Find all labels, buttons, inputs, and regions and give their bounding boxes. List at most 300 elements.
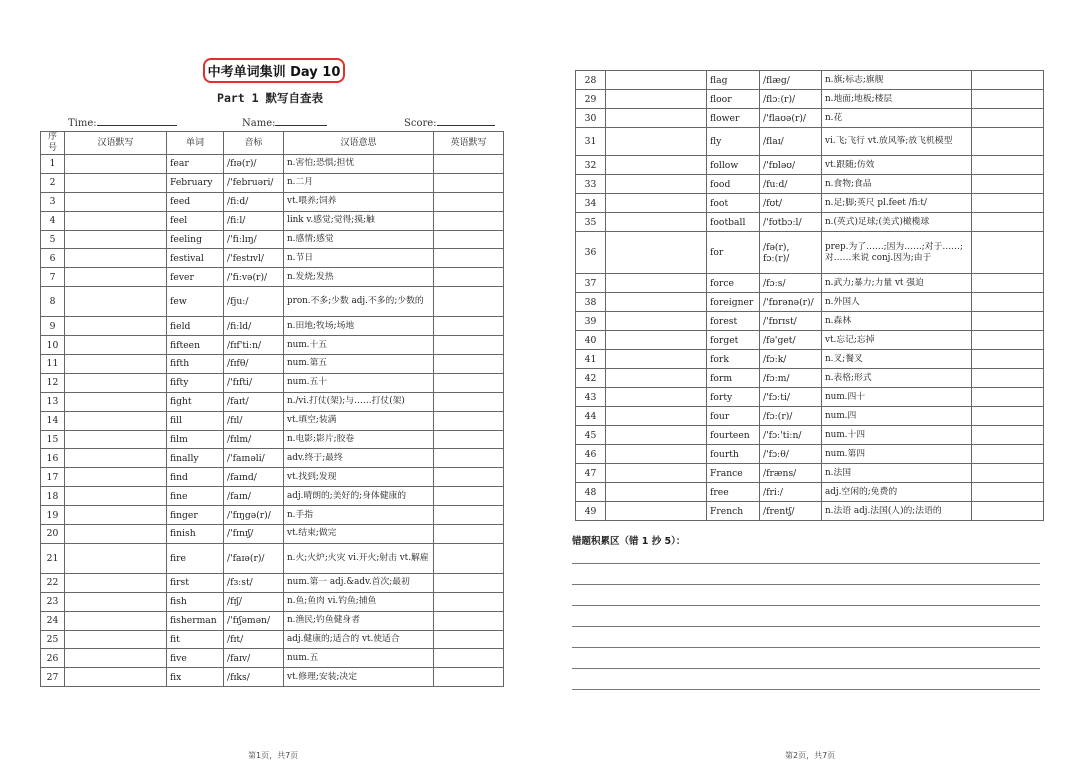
table-row: [41, 449, 504, 468]
phonetic-cell: /faɪnd/: [224, 468, 284, 487]
row-number: 38: [576, 293, 606, 312]
chinese-dictation-cell[interactable]: [606, 426, 707, 445]
word-cell: for: [707, 232, 760, 274]
table-row: [41, 392, 504, 411]
chinese-dictation-cell[interactable]: [65, 373, 167, 392]
row-number: 22: [41, 573, 65, 592]
chinese-dictation-cell[interactable]: [65, 268, 167, 287]
english-dictation-cell[interactable]: [434, 373, 504, 392]
chinese-dictation-cell[interactable]: [606, 90, 707, 109]
meaning-cell: n.火;火炉;火灾 vi.开火;射击 vt.解雇: [284, 543, 434, 573]
english-dictation-cell[interactable]: [434, 317, 504, 336]
meaning-cell: n.叉;餐叉: [822, 350, 972, 369]
word-cell: fire: [167, 543, 224, 573]
chinese-dictation-cell[interactable]: [606, 312, 707, 331]
phonetic-cell: /faɪt/: [224, 392, 284, 411]
table-row: [41, 573, 504, 592]
word-cell: France: [707, 464, 760, 483]
row-number: 9: [41, 317, 65, 336]
row-number: 30: [576, 109, 606, 128]
english-dictation-cell[interactable]: [972, 194, 1044, 213]
english-dictation-cell[interactable]: [972, 293, 1044, 312]
word-cell: February: [167, 173, 224, 192]
writing-line[interactable]: [572, 626, 1040, 627]
row-number: 23: [41, 592, 65, 611]
table-row: [41, 668, 504, 687]
english-dictation-cell[interactable]: [434, 230, 504, 249]
word-cell: fifth: [167, 355, 224, 374]
table-row: [576, 483, 1044, 502]
row-number: 20: [41, 525, 65, 544]
english-dictation-cell[interactable]: [434, 573, 504, 592]
chinese-dictation-cell[interactable]: [606, 274, 707, 293]
chinese-dictation-cell[interactable]: [65, 317, 167, 336]
chinese-dictation-cell[interactable]: [606, 369, 707, 388]
chinese-dictation-cell[interactable]: [606, 232, 707, 274]
chinese-dictation-cell[interactable]: [65, 573, 167, 592]
phonetic-cell: /'fɪnɪʃ/: [224, 525, 284, 544]
english-dictation-cell[interactable]: [434, 449, 504, 468]
vocab-table-right: [575, 70, 1044, 521]
table-row: [41, 592, 504, 611]
word-cell: form: [707, 369, 760, 388]
row-number: 10: [41, 336, 65, 355]
phonetic-cell: /'fɒrɪst/: [760, 312, 822, 331]
chinese-dictation-cell[interactable]: [65, 249, 167, 268]
writing-line[interactable]: [572, 647, 1040, 648]
meaning-cell: adj.空闲的;免费的: [822, 483, 972, 502]
score-label: Score:: [404, 118, 437, 129]
phonetic-cell: /'faɪə(r)/: [224, 543, 284, 573]
english-dictation-cell[interactable]: [972, 331, 1044, 350]
meaning-cell: n.足;脚;英尺 pl.feet /fiːt/: [822, 194, 972, 213]
phonetic-cell: /'faɪnəli/: [224, 449, 284, 468]
phonetic-cell: /'fɪʃəmən/: [224, 611, 284, 630]
chinese-dictation-cell[interactable]: [65, 525, 167, 544]
phonetic-cell: /frentʃ/: [760, 502, 822, 521]
english-dictation-cell[interactable]: [434, 468, 504, 487]
word-cell: fourteen: [707, 426, 760, 445]
meaning-cell: n.武力;暴力;力量 vt 强迫: [822, 274, 972, 293]
english-dictation-cell[interactable]: [972, 350, 1044, 369]
name-label: Name:: [242, 118, 276, 129]
english-dictation-cell[interactable]: [434, 211, 504, 230]
chinese-dictation-cell[interactable]: [606, 175, 707, 194]
meaning-cell: num.五: [284, 649, 434, 668]
word-cell: fill: [167, 411, 224, 430]
english-dictation-cell[interactable]: [434, 411, 504, 430]
meaning-cell: n.(英式)足球;(美式)橄榄球: [822, 213, 972, 232]
english-dictation-cell[interactable]: [434, 506, 504, 525]
word-cell: fever: [167, 268, 224, 287]
row-number: 17: [41, 468, 65, 487]
row-number: 24: [41, 611, 65, 630]
chinese-dictation-cell[interactable]: [65, 668, 167, 687]
row-number: 19: [41, 506, 65, 525]
table-row: [41, 543, 504, 573]
word-cell: fork: [707, 350, 760, 369]
english-dictation-cell[interactable]: [972, 483, 1044, 502]
name-field[interactable]: [242, 116, 327, 129]
meaning-cell: vt.跟随;仿效: [822, 156, 972, 175]
english-dictation-cell[interactable]: [972, 71, 1044, 90]
meaning-cell: n.节日: [284, 249, 434, 268]
row-number: 41: [576, 350, 606, 369]
row-number: 33: [576, 175, 606, 194]
word-cell: fear: [167, 155, 224, 174]
row-number: 8: [41, 287, 65, 317]
english-dictation-cell[interactable]: [434, 649, 504, 668]
meaning-cell: n.感情;感觉: [284, 230, 434, 249]
row-number: 31: [576, 128, 606, 156]
table-header-row: [41, 132, 504, 155]
phonetic-cell: /'fɪŋgə(r)/: [224, 506, 284, 525]
word-cell: flag: [707, 71, 760, 90]
english-dictation-cell[interactable]: [972, 156, 1044, 175]
chinese-dictation-cell[interactable]: [65, 230, 167, 249]
row-number: 48: [576, 483, 606, 502]
table-row: [41, 430, 504, 449]
row-number: 36: [576, 232, 606, 274]
word-cell: fit: [167, 630, 224, 649]
word-cell: fifty: [167, 373, 224, 392]
chinese-dictation-cell[interactable]: [65, 336, 167, 355]
phonetic-cell: /'festɪvl/: [224, 249, 284, 268]
english-dictation-cell[interactable]: [434, 249, 504, 268]
word-cell: finally: [167, 449, 224, 468]
word-cell: fish: [167, 592, 224, 611]
word-cell: festival: [167, 249, 224, 268]
word-cell: fly: [707, 128, 760, 156]
chinese-dictation-cell[interactable]: [65, 411, 167, 430]
word-cell: foreigner: [707, 293, 760, 312]
phonetic-cell: /fɔː(r)/: [760, 407, 822, 426]
english-dictation-cell[interactable]: [434, 525, 504, 544]
english-dictation-cell[interactable]: [972, 128, 1044, 156]
phonetic-cell: /'fɪfti/: [224, 373, 284, 392]
table-row: [576, 388, 1044, 407]
word-cell: finger: [167, 506, 224, 525]
english-dictation-cell[interactable]: [434, 668, 504, 687]
score-field[interactable]: [404, 116, 495, 129]
header-word: 单词: [167, 132, 224, 155]
word-cell: forest: [707, 312, 760, 331]
row-number: 4: [41, 211, 65, 230]
table-row: [41, 317, 504, 336]
chinese-dictation-cell[interactable]: [65, 630, 167, 649]
table-row: [41, 287, 504, 317]
english-dictation-cell[interactable]: [972, 213, 1044, 232]
meaning-cell: num.十四: [822, 426, 972, 445]
chinese-dictation-cell[interactable]: [606, 128, 707, 156]
table-row: [41, 268, 504, 287]
row-number: 1: [41, 155, 65, 174]
meaning-cell: n.旗;标志;旗舰: [822, 71, 972, 90]
chinese-dictation-cell[interactable]: [65, 211, 167, 230]
english-dictation-cell[interactable]: [434, 155, 504, 174]
english-dictation-cell[interactable]: [434, 268, 504, 287]
chinese-dictation-cell[interactable]: [65, 392, 167, 411]
chinese-dictation-cell[interactable]: [606, 331, 707, 350]
english-dictation-cell[interactable]: [972, 502, 1044, 521]
chinese-dictation-cell[interactable]: [606, 350, 707, 369]
page-number-right: 第2页，共7页: [785, 751, 836, 760]
phonetic-cell: /fʊt/: [760, 194, 822, 213]
meaning-cell: n.表格;形式: [822, 369, 972, 388]
table-row: [41, 230, 504, 249]
chinese-dictation-cell[interactable]: [65, 468, 167, 487]
chinese-dictation-cell[interactable]: [606, 293, 707, 312]
header-phonetic: 音标: [224, 132, 284, 155]
writing-line[interactable]: [572, 563, 1040, 564]
phonetic-cell: /fjuː/: [224, 287, 284, 317]
table-row: [41, 630, 504, 649]
table-row: [41, 373, 504, 392]
english-dictation-cell[interactable]: [434, 192, 504, 211]
time-field[interactable]: [68, 116, 177, 129]
phonetic-cell: /faɪv/: [224, 649, 284, 668]
word-cell: five: [167, 649, 224, 668]
table-row: [576, 128, 1044, 156]
english-dictation-cell[interactable]: [434, 355, 504, 374]
english-dictation-cell[interactable]: [972, 90, 1044, 109]
row-number: 26: [41, 649, 65, 668]
word-cell: feel: [167, 211, 224, 230]
english-dictation-cell[interactable]: [434, 430, 504, 449]
writing-line[interactable]: [572, 605, 1040, 606]
english-dictation-cell[interactable]: [972, 312, 1044, 331]
english-dictation-cell[interactable]: [972, 388, 1044, 407]
english-dictation-cell[interactable]: [972, 232, 1044, 274]
chinese-dictation-cell[interactable]: [65, 173, 167, 192]
meaning-cell: n.花: [822, 109, 972, 128]
phonetic-cell: /fɪt/: [224, 630, 284, 649]
english-dictation-cell[interactable]: [434, 630, 504, 649]
table-row: [576, 312, 1044, 331]
word-cell: first: [167, 573, 224, 592]
chinese-dictation-cell[interactable]: [65, 487, 167, 506]
row-number: 27: [41, 668, 65, 687]
part-subtitle: Part 1 默写自查表: [217, 91, 323, 105]
table-row: [41, 487, 504, 506]
phonetic-cell: /fə'get/: [760, 331, 822, 350]
english-dictation-cell[interactable]: [434, 287, 504, 317]
phonetic-cell: /'fiːlɪŋ/: [224, 230, 284, 249]
table-row: [41, 192, 504, 211]
table-row: [41, 468, 504, 487]
row-number: 3: [41, 192, 65, 211]
meaning-cell: num.第一 adj.&adv.首次;最初: [284, 573, 434, 592]
meaning-cell: n.二月: [284, 173, 434, 192]
chinese-dictation-cell[interactable]: [65, 506, 167, 525]
phonetic-cell: /fɪl/: [224, 411, 284, 430]
row-number: 47: [576, 464, 606, 483]
word-cell: flower: [707, 109, 760, 128]
meaning-cell: num.四十: [822, 388, 972, 407]
row-number: 2: [41, 173, 65, 192]
row-number: 16: [41, 449, 65, 468]
row-number: 46: [576, 445, 606, 464]
meaning-cell: adv.终于;最终: [284, 449, 434, 468]
english-dictation-cell[interactable]: [972, 445, 1044, 464]
meaning-cell: num.四: [822, 407, 972, 426]
english-dictation-cell[interactable]: [972, 407, 1044, 426]
row-number: 34: [576, 194, 606, 213]
row-number: 6: [41, 249, 65, 268]
table-row: [576, 369, 1044, 388]
row-number: 18: [41, 487, 65, 506]
row-number: 15: [41, 430, 65, 449]
meaning-cell: vt.找到;发现: [284, 468, 434, 487]
phonetic-cell: /fuːd/: [760, 175, 822, 194]
phonetic-cell: /'fɒləʊ/: [760, 156, 822, 175]
table-row: [41, 211, 504, 230]
chinese-dictation-cell[interactable]: [606, 109, 707, 128]
table-row: [576, 194, 1044, 213]
meaning-cell: prep.为了……;因为……;对于……;对……来说 conj.因为;由于: [822, 232, 972, 274]
row-number: 35: [576, 213, 606, 232]
meaning-cell: n.电影;影片;胶卷: [284, 430, 434, 449]
table-row: [576, 464, 1044, 483]
chinese-dictation-cell[interactable]: [606, 156, 707, 175]
writing-line[interactable]: [572, 689, 1040, 690]
row-number: 7: [41, 268, 65, 287]
phonetic-cell: /'fiːvə(r)/: [224, 268, 284, 287]
table-row: [576, 90, 1044, 109]
word-cell: fisherman: [167, 611, 224, 630]
table-row: [576, 445, 1044, 464]
meaning-cell: n.鱼;鱼肉 vi.钓鱼;捕鱼: [284, 592, 434, 611]
table-row: [576, 426, 1044, 445]
row-number: 45: [576, 426, 606, 445]
english-dictation-cell[interactable]: [972, 426, 1044, 445]
chinese-dictation-cell[interactable]: [606, 213, 707, 232]
english-dictation-cell[interactable]: [434, 611, 504, 630]
chinese-dictation-cell[interactable]: [606, 71, 707, 90]
english-dictation-cell[interactable]: [972, 274, 1044, 293]
phonetic-cell: /fɪlm/: [224, 430, 284, 449]
chinese-dictation-cell[interactable]: [65, 592, 167, 611]
word-cell: feed: [167, 192, 224, 211]
meaning-cell: n.害怕;恐惧;担忧: [284, 155, 434, 174]
table-row: [576, 175, 1044, 194]
chinese-dictation-cell[interactable]: [65, 449, 167, 468]
english-dictation-cell[interactable]: [434, 543, 504, 573]
chinese-dictation-cell[interactable]: [65, 155, 167, 174]
english-dictation-cell[interactable]: [972, 369, 1044, 388]
word-cell: forty: [707, 388, 760, 407]
phonetic-cell: /fɪə(r)/: [224, 155, 284, 174]
header-index: 序号: [41, 132, 65, 155]
chinese-dictation-cell[interactable]: [606, 445, 707, 464]
word-cell: follow: [707, 156, 760, 175]
phonetic-cell: /flaɪ/: [760, 128, 822, 156]
chinese-dictation-cell[interactable]: [606, 407, 707, 426]
meaning-cell: vt.填空;装满: [284, 411, 434, 430]
chinese-dictation-cell[interactable]: [65, 611, 167, 630]
header-english-dictation: 英语默写: [434, 132, 504, 155]
table-row: [576, 71, 1044, 90]
header-chinese-dictation: 汉语默写: [65, 132, 167, 155]
chinese-dictation-cell[interactable]: [65, 543, 167, 573]
phonetic-cell: /'flaʊə(r)/: [760, 109, 822, 128]
english-dictation-cell[interactable]: [434, 173, 504, 192]
meaning-cell: pron.不多;少数 adj.不多的;少数的: [284, 287, 434, 317]
chinese-dictation-cell[interactable]: [606, 483, 707, 502]
vocab-table-left: [40, 131, 504, 687]
meaning-cell: n.手指: [284, 506, 434, 525]
word-cell: force: [707, 274, 760, 293]
table-row: [41, 649, 504, 668]
word-cell: fifteen: [167, 336, 224, 355]
meaning-cell: vt.喂养;饲养: [284, 192, 434, 211]
phonetic-cell: /'fɒrənə(r)/: [760, 293, 822, 312]
phonetic-cell: /fiːld/: [224, 317, 284, 336]
table-row: [41, 411, 504, 430]
row-number: 13: [41, 392, 65, 411]
phonetic-cell: /fə(r), fɔː(r)/: [760, 232, 822, 274]
english-dictation-cell[interactable]: [972, 175, 1044, 194]
table-row: [41, 173, 504, 192]
english-dictation-cell[interactable]: [434, 392, 504, 411]
meaning-cell: vt.修理;安装;决定: [284, 668, 434, 687]
header-meaning: 汉语意思: [284, 132, 434, 155]
table-row: [576, 331, 1044, 350]
english-dictation-cell[interactable]: [434, 336, 504, 355]
row-number: 42: [576, 369, 606, 388]
word-cell: fine: [167, 487, 224, 506]
word-cell: food: [707, 175, 760, 194]
meaning-cell: adj.健康的;适合的 vt.使适合: [284, 630, 434, 649]
phonetic-cell: /fɔːm/: [760, 369, 822, 388]
row-number: 44: [576, 407, 606, 426]
phonetic-cell: /faɪn/: [224, 487, 284, 506]
phonetic-cell: /fræns/: [760, 464, 822, 483]
word-cell: field: [167, 317, 224, 336]
phonetic-cell: /'februəri/: [224, 173, 284, 192]
english-dictation-cell[interactable]: [972, 464, 1044, 483]
table-row: [576, 156, 1044, 175]
chinese-dictation-cell[interactable]: [606, 388, 707, 407]
phonetic-cell: /fɔːs/: [760, 274, 822, 293]
word-cell: few: [167, 287, 224, 317]
phonetic-cell: /fɪfθ/: [224, 355, 284, 374]
meaning-cell: n.森林: [822, 312, 972, 331]
meaning-cell: num.十五: [284, 336, 434, 355]
meaning-cell: num.第五: [284, 355, 434, 374]
chinese-dictation-cell[interactable]: [606, 464, 707, 483]
chinese-dictation-cell[interactable]: [65, 192, 167, 211]
chinese-dictation-cell[interactable]: [65, 430, 167, 449]
english-dictation-cell[interactable]: [434, 487, 504, 506]
chinese-dictation-cell[interactable]: [65, 649, 167, 668]
chinese-dictation-cell[interactable]: [606, 194, 707, 213]
english-dictation-cell[interactable]: [434, 592, 504, 611]
word-cell: floor: [707, 90, 760, 109]
table-row: [41, 249, 504, 268]
english-dictation-cell[interactable]: [972, 109, 1044, 128]
chinese-dictation-cell[interactable]: [65, 355, 167, 374]
table-row: [576, 213, 1044, 232]
writing-line[interactable]: [572, 668, 1040, 669]
writing-line[interactable]: [572, 584, 1040, 585]
chinese-dictation-cell[interactable]: [606, 502, 707, 521]
chinese-dictation-cell[interactable]: [65, 287, 167, 317]
row-number: 12: [41, 373, 65, 392]
word-cell: feeling: [167, 230, 224, 249]
phonetic-cell: /fɜːst/: [224, 573, 284, 592]
meaning-cell: adj.晴朗的;美好的;身体健康的: [284, 487, 434, 506]
